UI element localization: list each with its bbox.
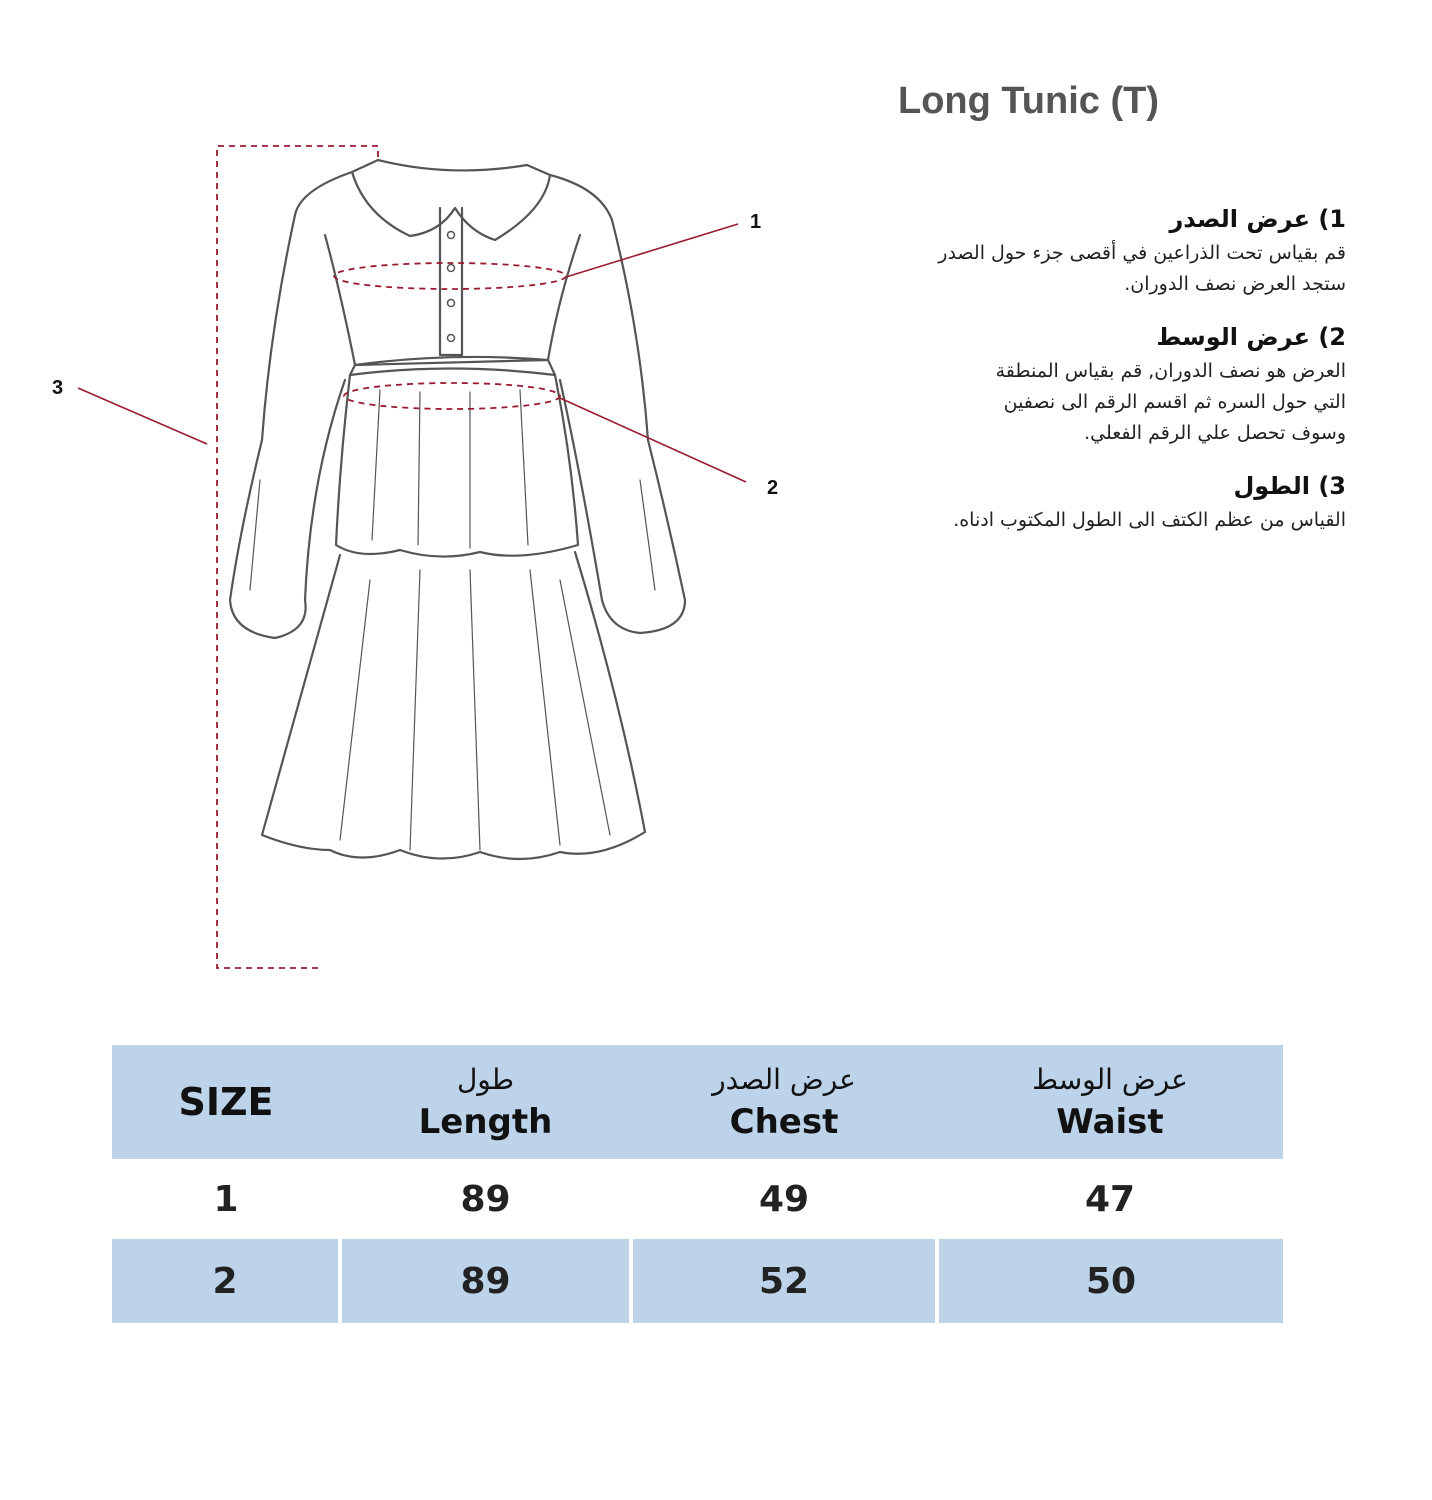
button-1: [448, 232, 455, 239]
page-title: Long Tunic (T): [898, 80, 1159, 122]
header-chest-en: Chest: [729, 1102, 839, 1142]
table-header-row: [112, 1045, 1283, 1159]
measurement-instructions: [786, 200, 1346, 554]
instruction-line: القياس من عظم الكتف الى الطول المكتوب ادناه.: [953, 509, 1346, 531]
cell-waist: 50: [937, 1239, 1283, 1323]
instruction-heading: 1) عرض الصدر: [1169, 205, 1346, 233]
instruction-length: [786, 467, 1346, 536]
waist-measure-ring: [344, 383, 560, 409]
header-length-en: Length: [418, 1102, 553, 1142]
callout-1-label: 1: [750, 211, 762, 233]
callout-line-1: [566, 224, 738, 277]
button-2: [448, 265, 455, 272]
callout-2-label: 2: [767, 477, 779, 499]
instruction-heading: 2) عرض الوسط: [1156, 323, 1346, 351]
cell-size: 2: [112, 1239, 340, 1323]
collar-outline: [352, 160, 550, 240]
button-3: [448, 300, 455, 307]
callout-line-2: [560, 398, 746, 482]
cell-chest: 49: [631, 1159, 937, 1239]
table-row: [112, 1159, 1283, 1239]
instruction-chest: [786, 200, 1346, 300]
header-waist-en: Waist: [1056, 1102, 1164, 1142]
cell-length: 89: [340, 1159, 631, 1239]
header-waist-ar: عرض الوسط: [1032, 1063, 1188, 1096]
skirt: [262, 552, 645, 859]
tunic-diagram: [0, 120, 860, 1000]
header-chest: [631, 1045, 937, 1159]
header-length-ar: طول: [456, 1063, 515, 1096]
callout-line-3: [78, 388, 207, 444]
instruction-line: العرض هو نصف الدوران, قم بقياس المنطقة: [995, 360, 1346, 382]
cell-chest: 52: [631, 1239, 937, 1323]
size-chart-table: [112, 1045, 1283, 1323]
instruction-line: قم بقياس تحت الذراعين في أقصى جزء حول الصدر: [938, 242, 1346, 264]
left-sleeve: [230, 172, 352, 638]
table-row: [112, 1239, 1283, 1323]
instruction-heading: 3) الطول: [1233, 472, 1346, 500]
header-size: SIZE: [112, 1045, 340, 1159]
button-4: [448, 335, 455, 342]
callout-3-label: 3: [52, 377, 64, 399]
cell-size: 1: [112, 1159, 340, 1239]
cell-length: 89: [340, 1239, 631, 1323]
cell-waist: 47: [937, 1159, 1283, 1239]
instruction-line: وسوف تحصل علي الرقم الفعلي.: [1084, 422, 1346, 444]
header-chest-ar: عرض الصدر: [712, 1063, 856, 1096]
header-length: [340, 1045, 631, 1159]
header-waist: [937, 1045, 1283, 1159]
instruction-line: التي حول السره ثم اقسم الرقم الى نصفين: [1003, 391, 1346, 413]
instruction-line: ستجد العرض نصف الدوران.: [1124, 273, 1346, 295]
right-sleeve: [550, 175, 685, 633]
instruction-waist: [786, 318, 1346, 449]
placket: [440, 208, 462, 355]
